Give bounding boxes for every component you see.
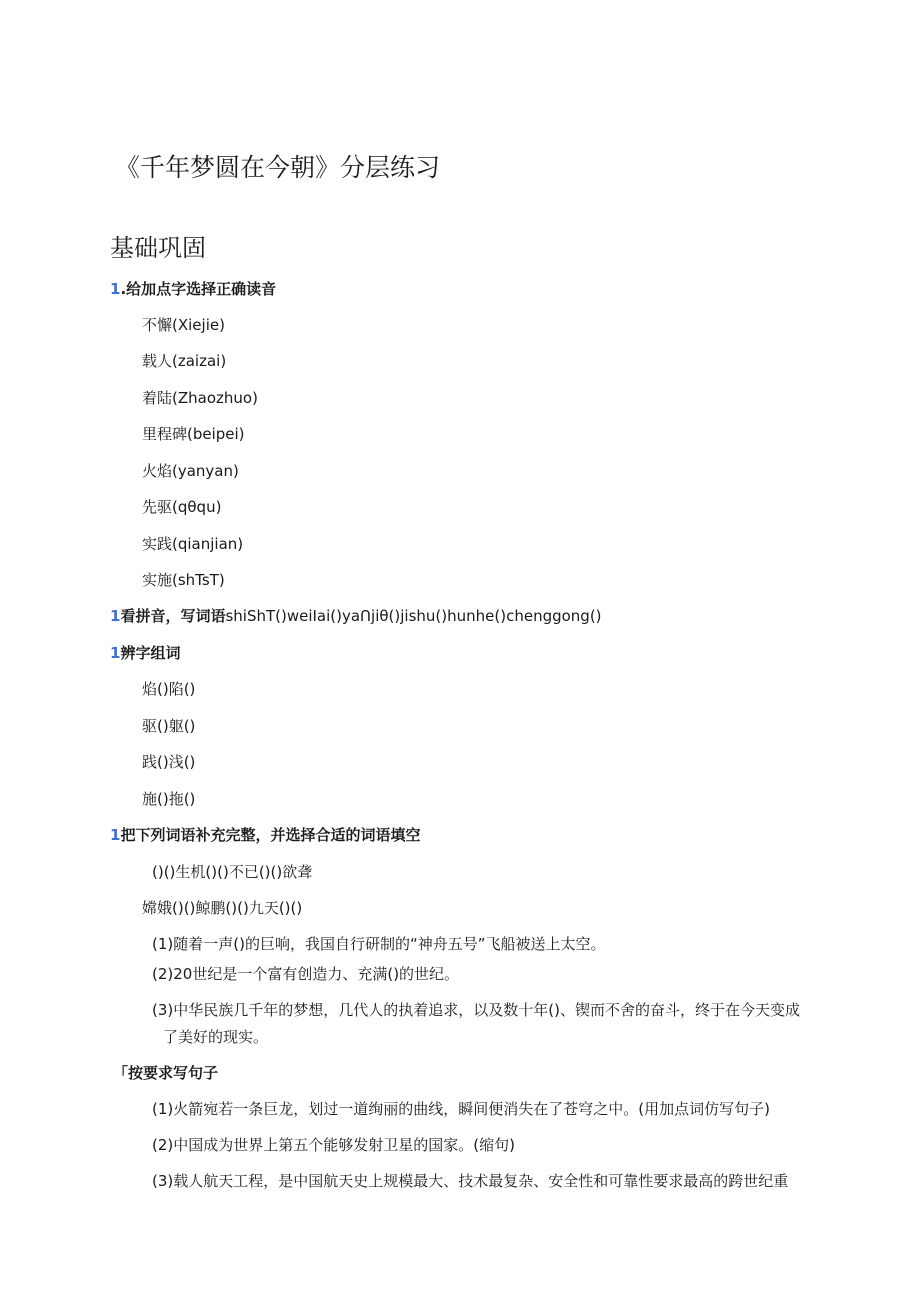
sentence-2: (2)20世纪是一个富有创造力、充满()的世纪。 [152,965,460,983]
pinyin-prompt: shiShT()weiIai()yaꓵjiθ()jishu()hunhe()chenggong() [225,607,602,625]
question-number: 「 [113,1064,129,1082]
list-item: 焰()陷() [142,680,196,698]
list-item: 先驱(qθqu) [142,498,222,516]
list-item: 着陆(Zhaozhuo) [142,389,258,407]
list-item: 火焰(yanyan) [142,462,239,480]
question-text: .给加点字选择正确读音 [120,280,277,298]
question-2-heading [110,606,602,626]
question-number: 1 [110,644,121,662]
list-item: 实施(shTsT) [142,571,225,589]
list-item: 驱()躯() [142,717,196,735]
question-text: 按要求写句子 [128,1064,219,1082]
list-item: 不懈(Xiejie) [142,316,225,334]
list-item: 践()浅() [142,753,196,771]
question-5-heading [113,1063,218,1083]
question-text: 把下列词语补充完整，并选择合适的词语填空 [120,826,421,844]
question-1-heading [110,279,276,299]
sentence-2: (2)中国成为世界上第五个能够发射卫星的国家。(缩句) [152,1136,515,1154]
question-4-heading [110,825,420,845]
question-number: 1 [110,607,121,625]
sentence-1: (1)随着一声()的巨响，我国自行研制的“神舟五号”飞船被送上太空。 [152,935,606,953]
question-number: 1 [110,280,121,298]
list-item: 里程碑(beipei) [142,425,245,443]
list-item: 施()拖() [142,790,196,808]
question-text: 看拼音，写词语 [120,607,226,625]
question-text: 辨字组词 [120,644,181,662]
page-title: 《千年梦圆在今朝》分层练习 [115,153,441,182]
question-number: 1 [110,826,121,844]
word-list-1: ()()生机()()不已()()欲聋 [152,863,313,881]
sentence-3: (3)中华民族几千年的梦想，几代人的执着追求，以及数十年()、锲而不舍的奋斗，终于在今天变成 [152,1001,800,1019]
list-item: 载人(zaizai) [142,352,227,370]
section-heading: 基础巩固 [110,234,206,262]
word-list-2: 嫦娥()()鲸鹏()()九天()() [142,899,303,917]
sentence-3: (3)载人航天工程，是中国航天史上规模最大、技术最复杂、安全性和可靠性要求最高的跨世纪重 [152,1172,789,1190]
list-item: 实践(qianjian) [142,535,244,553]
sentence-1: (1)火箭宛若一条巨龙，划过一道绚丽的曲线，瞬间便消失在了苍穹之中。(用加点词仿写句子) [152,1100,770,1118]
question-3-heading [110,643,180,663]
sentence-3-continued: 了美好的现实。 [163,1028,269,1046]
